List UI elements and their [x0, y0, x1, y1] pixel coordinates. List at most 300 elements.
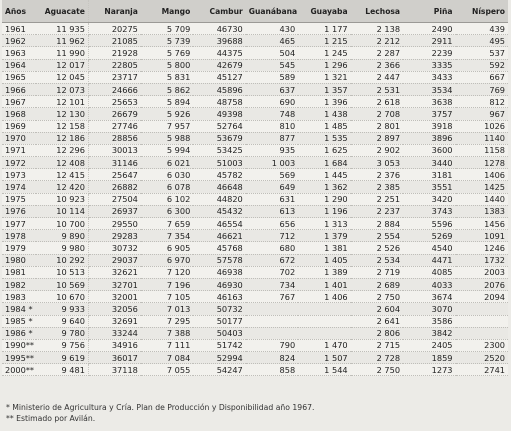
value-cell: 22805: [88, 59, 140, 71]
value-cell: [246, 327, 298, 339]
year-cell: 1985 *: [2, 315, 36, 327]
value-cell: 1 485: [298, 120, 350, 132]
value-cell: 12 408: [36, 157, 88, 169]
value-cell: 42679: [193, 59, 245, 71]
value-cell: 1 313: [298, 218, 350, 230]
value-cell: 656: [246, 218, 298, 230]
value-cell: 4540: [403, 242, 455, 254]
year-cell: 1990**: [2, 339, 36, 351]
value-cell: 7 055: [141, 364, 193, 376]
value-cell: 33244: [88, 327, 140, 339]
value-cell: 29283: [88, 230, 140, 242]
value-cell: 5 800: [141, 59, 193, 71]
value-cell: 5 894: [141, 96, 193, 108]
value-cell: 637: [246, 83, 298, 95]
value-cell: 32701: [88, 278, 140, 290]
value-cell: 3918: [403, 120, 455, 132]
year-cell: 1972: [2, 157, 36, 169]
value-cell: 2 641: [351, 315, 403, 327]
value-cell: 36017: [88, 352, 140, 364]
table-row: [2, 266, 508, 278]
year-cell: 1975: [2, 193, 36, 205]
value-cell: 537: [456, 47, 509, 59]
value-cell: 48758: [193, 96, 245, 108]
year-cell: 1963: [2, 47, 36, 59]
table-row: [2, 181, 508, 193]
value-cell: 1 684: [298, 157, 350, 169]
value-cell: 6 300: [141, 205, 193, 217]
value-cell: 812: [456, 96, 509, 108]
value-cell: 12 420: [36, 181, 88, 193]
year-cell: 1979: [2, 242, 36, 254]
value-cell: [246, 303, 298, 315]
value-cell: 20275: [88, 23, 140, 35]
value-cell: 3586: [403, 315, 455, 327]
value-cell: 7 196: [141, 278, 193, 290]
table-row: [2, 315, 508, 327]
value-cell: 2 708: [351, 108, 403, 120]
table-row: [2, 23, 508, 35]
value-cell: 1140: [456, 132, 509, 144]
year-cell: 1977: [2, 218, 36, 230]
value-cell: 1 401: [298, 278, 350, 290]
value-cell: 32691: [88, 315, 140, 327]
value-cell: 53679: [193, 132, 245, 144]
value-cell: 1456: [456, 218, 509, 230]
value-cell: 2 750: [351, 291, 403, 303]
footnotes: [6, 402, 314, 424]
value-cell: 1 445: [298, 169, 350, 181]
value-cell: 25647: [88, 169, 140, 181]
value-cell: 613: [246, 205, 298, 217]
value-cell: 7 295: [141, 315, 193, 327]
table-row: [2, 169, 508, 181]
value-cell: 7 084: [141, 352, 193, 364]
value-cell: 3335: [403, 59, 455, 71]
value-cell: 2 138: [351, 23, 403, 35]
table-row: [2, 278, 508, 290]
value-cell: 10 700: [36, 218, 88, 230]
table-row: [2, 120, 508, 132]
year-cell: 1981: [2, 266, 36, 278]
year-cell: 1961: [2, 23, 36, 35]
table-row: [2, 218, 508, 230]
column-header: Cambur: [193, 0, 245, 23]
value-cell: 10 114: [36, 205, 88, 217]
value-cell: 592: [456, 59, 509, 71]
value-cell: 44375: [193, 47, 245, 59]
table-row: [2, 71, 508, 83]
value-cell: 9 640: [36, 315, 88, 327]
value-cell: 3757: [403, 108, 455, 120]
value-cell: 12 045: [36, 71, 88, 83]
value-cell: 12 101: [36, 96, 88, 108]
year-cell: 1967: [2, 96, 36, 108]
value-cell: 3551: [403, 181, 455, 193]
value-cell: 7 111: [141, 339, 193, 351]
table-row: [2, 291, 508, 303]
value-cell: 1 362: [298, 181, 350, 193]
value-cell: 26679: [88, 108, 140, 120]
value-cell: 5 769: [141, 47, 193, 59]
value-cell: 45896: [193, 83, 245, 95]
value-cell: 734: [246, 278, 298, 290]
value-cell: 2 902: [351, 144, 403, 156]
value-cell: 5 988: [141, 132, 193, 144]
value-cell: 2 287: [351, 47, 403, 59]
table-row: [2, 352, 508, 364]
value-cell: 11 962: [36, 35, 88, 47]
table-row: [2, 59, 508, 71]
value-cell: 21928: [88, 47, 140, 59]
value-cell: 2 447: [351, 71, 403, 83]
value-cell: [456, 327, 509, 339]
value-cell: 3420: [403, 193, 455, 205]
value-cell: 26882: [88, 181, 140, 193]
value-cell: 1 544: [298, 364, 350, 376]
column-header: Níspero: [456, 0, 509, 23]
value-cell: 29550: [88, 218, 140, 230]
value-cell: 6 970: [141, 254, 193, 266]
year-cell: 1965: [2, 71, 36, 83]
table-body: [2, 23, 508, 376]
value-cell: 50177: [193, 315, 245, 327]
value-cell: 4033: [403, 278, 455, 290]
value-cell: 2520: [456, 352, 509, 364]
value-cell: [456, 303, 509, 315]
value-cell: 6 078: [141, 181, 193, 193]
value-cell: 3842: [403, 327, 455, 339]
year-cell: 1974: [2, 181, 36, 193]
value-cell: 3 053: [351, 157, 403, 169]
table-row: [2, 83, 508, 95]
value-cell: 877: [246, 132, 298, 144]
value-cell: 12 186: [36, 132, 88, 144]
value-cell: [298, 327, 350, 339]
value-cell: 5 862: [141, 83, 193, 95]
value-cell: 2003: [456, 266, 509, 278]
year-cell: 1995**: [2, 352, 36, 364]
value-cell: 11 935: [36, 23, 88, 35]
value-cell: 465: [246, 35, 298, 47]
value-cell: 3600: [403, 144, 455, 156]
value-cell: 57578: [193, 254, 245, 266]
value-cell: 2094: [456, 291, 509, 303]
value-cell: 790: [246, 339, 298, 351]
table-row: [2, 242, 508, 254]
value-cell: 46938: [193, 266, 245, 278]
year-cell: 1968: [2, 108, 36, 120]
value-cell: 5 831: [141, 71, 193, 83]
value-cell: 545: [246, 59, 298, 71]
value-cell: 2 897: [351, 132, 403, 144]
value-cell: 21085: [88, 35, 140, 47]
value-cell: 690: [246, 96, 298, 108]
value-cell: 1 321: [298, 71, 350, 83]
value-cell: 51742: [193, 339, 245, 351]
value-cell: 2 366: [351, 59, 403, 71]
value-cell: 4085: [403, 266, 455, 278]
value-cell: 1 296: [298, 59, 350, 71]
value-cell: 51003: [193, 157, 245, 169]
value-cell: 935: [246, 144, 298, 156]
year-cell: 1970: [2, 132, 36, 144]
value-cell: 11 990: [36, 47, 88, 59]
value-cell: 2300: [456, 339, 509, 351]
value-cell: 439: [456, 23, 509, 35]
value-cell: 748: [246, 108, 298, 120]
value-cell: 30013: [88, 144, 140, 156]
value-cell: 46621: [193, 230, 245, 242]
value-cell: 45768: [193, 242, 245, 254]
value-cell: 5 994: [141, 144, 193, 156]
table-row: [2, 303, 508, 315]
value-cell: 50732: [193, 303, 245, 315]
value-cell: 6 905: [141, 242, 193, 254]
value-cell: 5596: [403, 218, 455, 230]
value-cell: 2 376: [351, 169, 403, 181]
table-row: [2, 230, 508, 242]
value-cell: 2239: [403, 47, 455, 59]
value-cell: 46163: [193, 291, 245, 303]
value-cell: 7 013: [141, 303, 193, 315]
value-cell: 46554: [193, 218, 245, 230]
value-cell: 2 385: [351, 181, 403, 193]
value-cell: 2 531: [351, 83, 403, 95]
value-cell: 3743: [403, 205, 455, 217]
value-cell: 1 389: [298, 266, 350, 278]
value-cell: 495: [456, 35, 509, 47]
value-cell: 7 105: [141, 291, 193, 303]
value-cell: 1 438: [298, 108, 350, 120]
value-cell: 2 801: [351, 120, 403, 132]
value-cell: 589: [246, 71, 298, 83]
value-cell: 23717: [88, 71, 140, 83]
value-cell: 24666: [88, 83, 140, 95]
value-cell: 702: [246, 266, 298, 278]
value-cell: 28856: [88, 132, 140, 144]
value-cell: 2 554: [351, 230, 403, 242]
value-cell: [298, 315, 350, 327]
value-cell: 10 670: [36, 291, 88, 303]
column-header: Aguacate: [36, 0, 88, 23]
value-cell: 9 756: [36, 339, 88, 351]
value-cell: 45782: [193, 169, 245, 181]
value-cell: 5269: [403, 230, 455, 242]
value-cell: 824: [246, 352, 298, 364]
value-cell: 1 245: [298, 47, 350, 59]
column-header: Piña: [403, 0, 455, 23]
value-cell: 46730: [193, 23, 245, 35]
value-cell: 2 534: [351, 254, 403, 266]
year-cell: 1986 *: [2, 327, 36, 339]
value-cell: 9 619: [36, 352, 88, 364]
value-cell: 1 177: [298, 23, 350, 35]
value-cell: 3638: [403, 96, 455, 108]
value-cell: 7 120: [141, 266, 193, 278]
value-cell: 2 604: [351, 303, 403, 315]
value-cell: 2911: [403, 35, 455, 47]
value-cell: 46930: [193, 278, 245, 290]
value-cell: 858: [246, 364, 298, 376]
value-cell: 810: [246, 120, 298, 132]
value-cell: 10 513: [36, 266, 88, 278]
value-cell: 1 379: [298, 230, 350, 242]
value-cell: 2 237: [351, 205, 403, 217]
year-cell: 1973: [2, 169, 36, 181]
value-cell: 34916: [88, 339, 140, 351]
year-cell: 2000**: [2, 364, 36, 376]
value-cell: 9 933: [36, 303, 88, 315]
table-row: [2, 35, 508, 47]
value-cell: 712: [246, 230, 298, 242]
value-cell: 1273: [403, 364, 455, 376]
value-cell: 3433: [403, 71, 455, 83]
value-cell: 45127: [193, 71, 245, 83]
value-cell: 46648: [193, 181, 245, 193]
value-cell: 10 569: [36, 278, 88, 290]
table-row: [2, 193, 508, 205]
value-cell: 7 388: [141, 327, 193, 339]
footnote-1: * Ministerio de Agricultura y Cría. Plan de Producción y Disponibilidad año 1967.: [6, 403, 315, 412]
column-header: Guayaba: [298, 0, 350, 23]
table-row: [2, 339, 508, 351]
header-row: [2, 0, 508, 23]
value-cell: [456, 315, 509, 327]
value-cell: 52994: [193, 352, 245, 364]
value-cell: 9 481: [36, 364, 88, 376]
value-cell: 52764: [193, 120, 245, 132]
value-cell: 12 158: [36, 120, 88, 132]
table-header: [2, 0, 508, 23]
value-cell: 37118: [88, 364, 140, 376]
value-cell: 1 396: [298, 96, 350, 108]
table-row: [2, 108, 508, 120]
value-cell: 45432: [193, 205, 245, 217]
value-cell: 1026: [456, 120, 509, 132]
value-cell: 3896: [403, 132, 455, 144]
value-cell: 1 357: [298, 83, 350, 95]
value-cell: [246, 315, 298, 327]
fruit-production-table: [2, 0, 508, 376]
value-cell: 3534: [403, 83, 455, 95]
value-cell: 12 017: [36, 59, 88, 71]
value-cell: 2 526: [351, 242, 403, 254]
value-cell: 2076: [456, 278, 509, 290]
value-cell: 5 926: [141, 108, 193, 120]
value-cell: 26937: [88, 205, 140, 217]
value-cell: 7 659: [141, 218, 193, 230]
value-cell: 32056: [88, 303, 140, 315]
value-cell: 1 290: [298, 193, 350, 205]
value-cell: 39688: [193, 35, 245, 47]
value-cell: 3440: [403, 157, 455, 169]
value-cell: 1406: [456, 169, 509, 181]
column-header: Lechosa: [351, 0, 403, 23]
year-cell: 1971: [2, 144, 36, 156]
value-cell: 1425: [456, 181, 509, 193]
value-cell: 680: [246, 242, 298, 254]
value-cell: 1 625: [298, 144, 350, 156]
value-cell: 5 709: [141, 23, 193, 35]
value-cell: 3674: [403, 291, 455, 303]
value-cell: 1091: [456, 230, 509, 242]
value-cell: 12 073: [36, 83, 88, 95]
value-cell: 3181: [403, 169, 455, 181]
value-cell: 631: [246, 193, 298, 205]
value-cell: 27504: [88, 193, 140, 205]
value-cell: 32001: [88, 291, 140, 303]
value-cell: 2 212: [351, 35, 403, 47]
value-cell: 1 470: [298, 339, 350, 351]
value-cell: 54247: [193, 364, 245, 376]
value-cell: 1278: [456, 157, 509, 169]
table-row: [2, 144, 508, 156]
value-cell: 9 980: [36, 242, 88, 254]
value-cell: 44820: [193, 193, 245, 205]
value-cell: 10 292: [36, 254, 88, 266]
value-cell: 53425: [193, 144, 245, 156]
value-cell: 1 535: [298, 132, 350, 144]
value-cell: 9 780: [36, 327, 88, 339]
table-row: [2, 364, 508, 376]
value-cell: 2 715: [351, 339, 403, 351]
year-cell: 1966: [2, 83, 36, 95]
value-cell: 1 405: [298, 254, 350, 266]
value-cell: 2405: [403, 339, 455, 351]
table-row: [2, 205, 508, 217]
value-cell: 1 215: [298, 35, 350, 47]
year-cell: 1969: [2, 120, 36, 132]
year-cell: 1978: [2, 230, 36, 242]
value-cell: 767: [246, 291, 298, 303]
value-cell: 32621: [88, 266, 140, 278]
value-cell: 1246: [456, 242, 509, 254]
value-cell: 1 381: [298, 242, 350, 254]
value-cell: 672: [246, 254, 298, 266]
value-cell: 2 806: [351, 327, 403, 339]
value-cell: 12 296: [36, 144, 88, 156]
value-cell: 12 415: [36, 169, 88, 181]
value-cell: 1 196: [298, 205, 350, 217]
value-cell: 2 719: [351, 266, 403, 278]
year-cell: 1982: [2, 278, 36, 290]
table-row: [2, 47, 508, 59]
value-cell: 2 750: [351, 364, 403, 376]
value-cell: 2 251: [351, 193, 403, 205]
value-cell: 7 354: [141, 230, 193, 242]
year-cell: 1976: [2, 205, 36, 217]
value-cell: 1 406: [298, 291, 350, 303]
value-cell: 1440: [456, 193, 509, 205]
value-cell: [298, 303, 350, 315]
table-row: [2, 254, 508, 266]
table-row: [2, 132, 508, 144]
year-cell: 1980: [2, 254, 36, 266]
value-cell: 6 102: [141, 193, 193, 205]
value-cell: 1 003: [246, 157, 298, 169]
table-row: [2, 96, 508, 108]
value-cell: 769: [456, 83, 509, 95]
column-header: Mango: [141, 0, 193, 23]
value-cell: 2 884: [351, 218, 403, 230]
year-cell: 1964: [2, 59, 36, 71]
value-cell: 2741: [456, 364, 509, 376]
year-cell: 1984 *: [2, 303, 36, 315]
column-header: Guanábana: [246, 0, 298, 23]
value-cell: 12 130: [36, 108, 88, 120]
value-cell: 30732: [88, 242, 140, 254]
